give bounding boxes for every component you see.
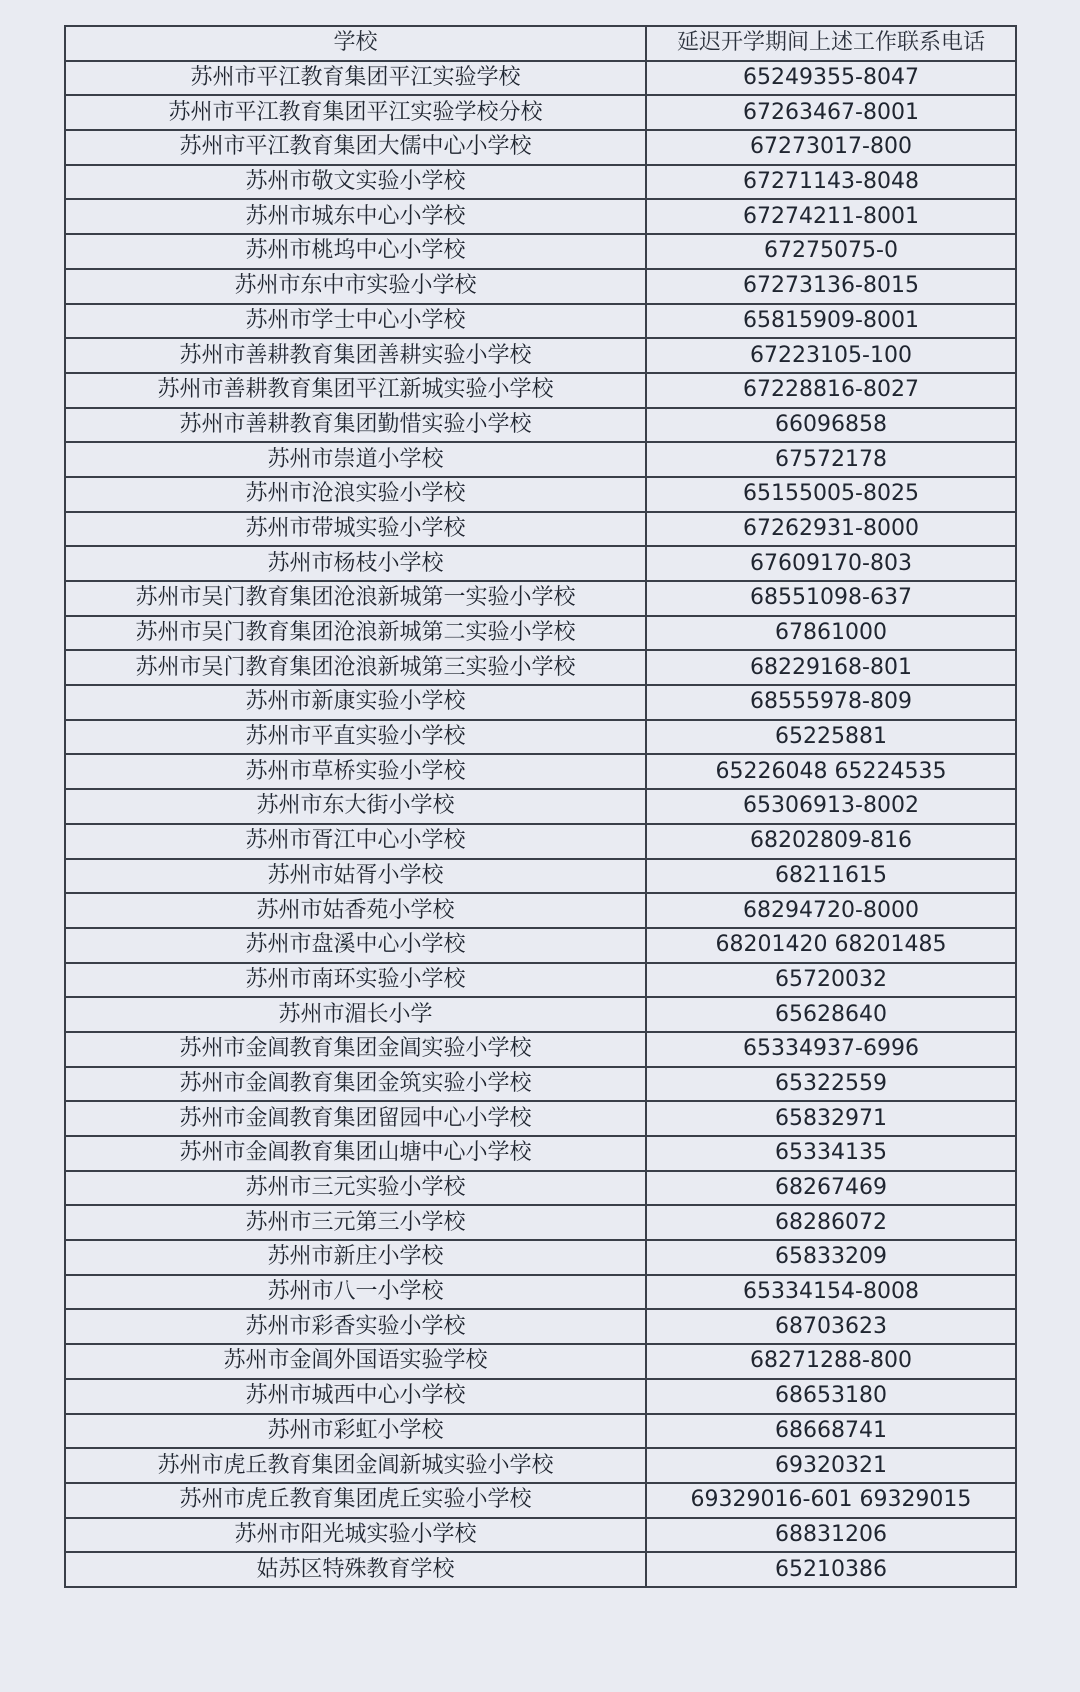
phone-number-cell: 67262931-8000: [646, 512, 1016, 547]
table-row: [65, 442, 1016, 477]
table-row: [65, 1379, 1016, 1414]
phone-number-cell: 68229168-801: [646, 650, 1016, 685]
phone-number-cell: 65225881: [646, 720, 1016, 755]
table-row: [65, 1240, 1016, 1275]
school-name-cell: 苏州市吴门教育集团沧浪新城第三实验小学校: [65, 650, 646, 685]
phone-number-cell: 67609170-803: [646, 546, 1016, 581]
table-row: [65, 338, 1016, 373]
phone-number-cell: 69320321: [646, 1448, 1016, 1483]
table-row: [65, 199, 1016, 234]
table-row: [65, 304, 1016, 339]
school-name-cell: 苏州市三元第三小学校: [65, 1205, 646, 1240]
table-row: [65, 1552, 1016, 1587]
school-name-cell: 苏州市彩香实验小学校: [65, 1309, 646, 1344]
phone-number-cell: 68267469: [646, 1171, 1016, 1206]
table-row: [65, 685, 1016, 720]
school-name-cell: 苏州市桃坞中心小学校: [65, 234, 646, 269]
school-name-cell: 苏州市八一小学校: [65, 1275, 646, 1310]
school-name-cell: 苏州市东中市实验小学校: [65, 269, 646, 304]
phone-number-cell: 65322559: [646, 1067, 1016, 1102]
phone-number-cell: 65210386: [646, 1552, 1016, 1587]
phone-number-cell: 67228816-8027: [646, 373, 1016, 408]
table-row: [65, 373, 1016, 408]
school-name-cell: 苏州市平江教育集团大儒中心小学校: [65, 130, 646, 165]
school-name-cell: 苏州市崇道小学校: [65, 442, 646, 477]
phone-number-cell: 68294720-8000: [646, 893, 1016, 928]
table-row: [65, 512, 1016, 547]
table-row: [65, 1171, 1016, 1206]
table-row: [65, 963, 1016, 998]
phone-number-cell: 68555978-809: [646, 685, 1016, 720]
table-row: [65, 234, 1016, 269]
school-name-cell: 苏州市城东中心小学校: [65, 199, 646, 234]
table-row: [65, 720, 1016, 755]
table-row: [65, 1448, 1016, 1483]
school-name-cell: 苏州市湄长小学: [65, 997, 646, 1032]
school-name-cell: 苏州市东大街小学校: [65, 789, 646, 824]
school-contact-table: [64, 25, 1017, 1588]
phone-number-cell: 65628640: [646, 997, 1016, 1032]
phone-number-cell: 65155005-8025: [646, 477, 1016, 512]
phone-number-cell: 67273017-800: [646, 130, 1016, 165]
table-row: [65, 616, 1016, 651]
phone-number-cell: 68202809-816: [646, 824, 1016, 859]
phone-number-cell: 65815909-8001: [646, 304, 1016, 339]
phone-number-cell: 65334154-8008: [646, 1275, 1016, 1310]
table-row: [65, 165, 1016, 200]
school-name-cell: 苏州市虎丘教育集团虎丘实验小学校: [65, 1483, 646, 1518]
table-row: [65, 1483, 1016, 1518]
phone-number-cell: 67861000: [646, 616, 1016, 651]
phone-number-cell: 65334937-6996: [646, 1032, 1016, 1067]
school-name-cell: 苏州市姑香苑小学校: [65, 893, 646, 928]
school-name-cell: 苏州市平江教育集团平江实验学校: [65, 61, 646, 96]
phone-number-cell: 68211615: [646, 859, 1016, 894]
phone-number-cell: 65833209: [646, 1240, 1016, 1275]
school-name-cell: 苏州市盘溪中心小学校: [65, 928, 646, 963]
phone-number-cell: 65334135: [646, 1136, 1016, 1171]
phone-number-cell: 68551098-637: [646, 581, 1016, 616]
school-name-cell: 苏州市胥江中心小学校: [65, 824, 646, 859]
table-header-row: [65, 26, 1016, 61]
table-row: [65, 789, 1016, 824]
school-name-cell: 苏州市南环实验小学校: [65, 963, 646, 998]
table-body: [65, 61, 1016, 1587]
phone-number-cell: 67263467-8001: [646, 95, 1016, 130]
table-row: [65, 1309, 1016, 1344]
table-row: [65, 650, 1016, 685]
school-name-cell: 苏州市吴门教育集团沧浪新城第二实验小学校: [65, 616, 646, 651]
phone-number-cell: 68286072: [646, 1205, 1016, 1240]
phone-number-cell: 67275075-0: [646, 234, 1016, 269]
table-row: [65, 928, 1016, 963]
table-row: [65, 1205, 1016, 1240]
phone-number-cell: 66096858: [646, 408, 1016, 443]
school-name-cell: 苏州市金阊教育集团金阊实验小学校: [65, 1032, 646, 1067]
table-row: [65, 130, 1016, 165]
table-row: [65, 477, 1016, 512]
phone-number-cell: 68653180: [646, 1379, 1016, 1414]
school-name-cell: 苏州市平直实验小学校: [65, 720, 646, 755]
table-row: [65, 1101, 1016, 1136]
phone-number-cell: 65306913-8002: [646, 789, 1016, 824]
phone-number-cell: 67223105-100: [646, 338, 1016, 373]
table-row: [65, 546, 1016, 581]
school-name-cell: 苏州市带城实验小学校: [65, 512, 646, 547]
table-row: [65, 1518, 1016, 1553]
school-name-cell: 苏州市草桥实验小学校: [65, 754, 646, 789]
phone-number-cell: 68831206: [646, 1518, 1016, 1553]
school-name-cell: 姑苏区特殊教育学校: [65, 1552, 646, 1587]
school-name-cell: 苏州市善耕教育集团善耕实验小学校: [65, 338, 646, 373]
school-name-cell: 苏州市善耕教育集团勤惜实验小学校: [65, 408, 646, 443]
table-row: [65, 269, 1016, 304]
column-header-school: 学校: [65, 26, 646, 61]
phone-number-cell: 68201420 68201485: [646, 928, 1016, 963]
table-row: [65, 997, 1016, 1032]
phone-number-cell: 65720032: [646, 963, 1016, 998]
school-name-cell: 苏州市平江教育集团平江实验学校分校: [65, 95, 646, 130]
table-row: [65, 824, 1016, 859]
table-row: [65, 61, 1016, 96]
table-row: [65, 1414, 1016, 1449]
school-name-cell: 苏州市金阊教育集团金筑实验小学校: [65, 1067, 646, 1102]
phone-number-cell: 65832971: [646, 1101, 1016, 1136]
school-name-cell: 苏州市学士中心小学校: [65, 304, 646, 339]
phone-number-cell: 68271288-800: [646, 1344, 1016, 1379]
school-name-cell: 苏州市姑胥小学校: [65, 859, 646, 894]
phone-number-cell: 69329016-601 69329015: [646, 1483, 1016, 1518]
school-name-cell: 苏州市城西中心小学校: [65, 1379, 646, 1414]
table-row: [65, 581, 1016, 616]
table-row: [65, 1032, 1016, 1067]
school-name-cell: 苏州市阳光城实验小学校: [65, 1518, 646, 1553]
table-row: [65, 95, 1016, 130]
table-row: [65, 1136, 1016, 1171]
phone-number-cell: 67273136-8015: [646, 269, 1016, 304]
phone-number-cell: 65226048 65224535: [646, 754, 1016, 789]
school-name-cell: 苏州市三元实验小学校: [65, 1171, 646, 1206]
phone-number-cell: 67572178: [646, 442, 1016, 477]
school-name-cell: 苏州市新庄小学校: [65, 1240, 646, 1275]
phone-number-cell: 68668741: [646, 1414, 1016, 1449]
school-name-cell: 苏州市新康实验小学校: [65, 685, 646, 720]
school-name-cell: 苏州市虎丘教育集团金阊新城实验小学校: [65, 1448, 646, 1483]
table-row: [65, 1344, 1016, 1379]
school-name-cell: 苏州市善耕教育集团平江新城实验小学校: [65, 373, 646, 408]
school-name-cell: 苏州市彩虹小学校: [65, 1414, 646, 1449]
phone-number-cell: 67274211-8001: [646, 199, 1016, 234]
column-header-phone: 延迟开学期间上述工作联系电话: [646, 26, 1016, 61]
school-name-cell: 苏州市金阊教育集团山塘中心小学校: [65, 1136, 646, 1171]
school-name-cell: 苏州市杨枝小学校: [65, 546, 646, 581]
school-name-cell: 苏州市吴门教育集团沧浪新城第一实验小学校: [65, 581, 646, 616]
phone-number-cell: 68703623: [646, 1309, 1016, 1344]
table-row: [65, 1067, 1016, 1102]
table-row: [65, 893, 1016, 928]
table-row: [65, 408, 1016, 443]
table-row: [65, 859, 1016, 894]
school-name-cell: 苏州市金阊教育集团留园中心小学校: [65, 1101, 646, 1136]
table-row: [65, 754, 1016, 789]
school-name-cell: 苏州市敬文实验小学校: [65, 165, 646, 200]
table-row: [65, 1275, 1016, 1310]
school-name-cell: 苏州市金阊外国语实验学校: [65, 1344, 646, 1379]
phone-number-cell: 67271143-8048: [646, 165, 1016, 200]
school-name-cell: 苏州市沧浪实验小学校: [65, 477, 646, 512]
phone-number-cell: 65249355-8047: [646, 61, 1016, 96]
